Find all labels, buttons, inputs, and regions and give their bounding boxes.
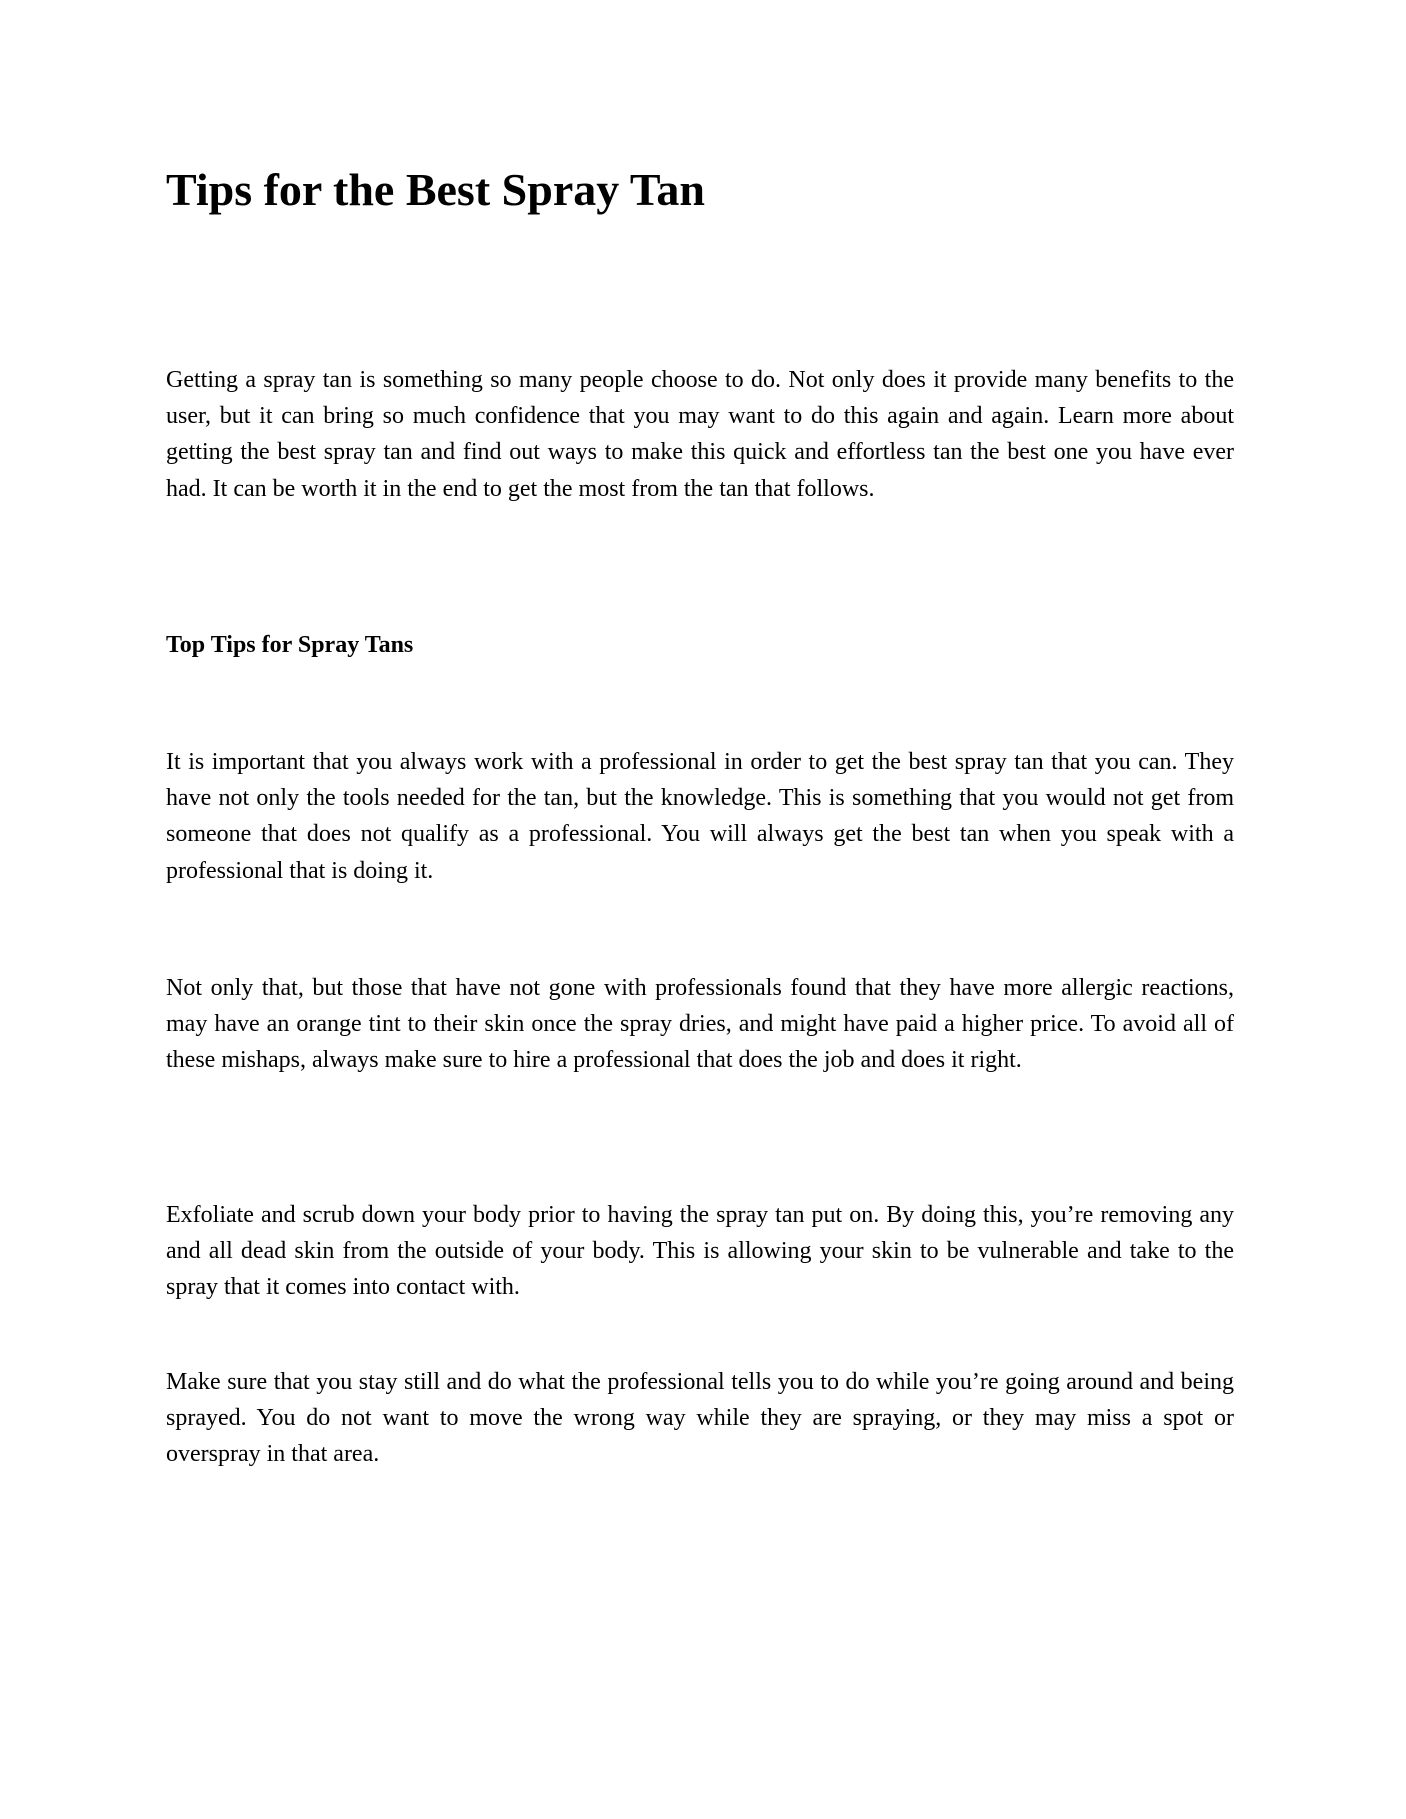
intro-paragraph: Getting a spray tan is something so many people choose to do. Not only does it provide many benefits to the user, but it can bring so much confidence that you may want to do this again and again. Learn more about getting the best spray tan and find out ways to make this quick and effortless tan the best one you have ever had. It can be worth it in the end to get the most from the tan that follows. xyxy=(166,367,1234,502)
body-paragraph-stay-still: Make sure that you stay still and do what the professional tells you to do while you’re going around and being sprayed. You do not want to move the wrong way while they are spraying, or they may miss a spot or overspray in that area. xyxy=(166,1369,1234,1468)
body-paragraph-mishaps: Not only that, but those that have not gone with professionals found that they have more allergic reactions, may have an orange tint to their skin once the spray dries, and might have paid a higher price. To avoid all of these mishaps, always make sure to hire a professional that does the job and does it right. xyxy=(166,975,1234,1074)
body-paragraph-exfoliate: Exfoliate and scrub down your body prior to having the spray tan put on. By doing this, you’re removing any and all dead skin from the outside of your body. This is allowing your skin to be vulnerable and take to the spray that it comes into contact with. xyxy=(166,1202,1234,1301)
page-title: Tips for the Best Spray Tan xyxy=(166,164,705,215)
body-paragraph-professional: It is important that you always work with a professional in order to get the best spray tan that you can. They have not only the tools needed for the tan, but the knowledge. This is something that you would not get from someone that does not qualify as a professional. You will always get the best tan when you speak with a professional that is doing it. xyxy=(166,749,1234,884)
section-heading: Top Tips for Spray Tans xyxy=(166,632,414,658)
